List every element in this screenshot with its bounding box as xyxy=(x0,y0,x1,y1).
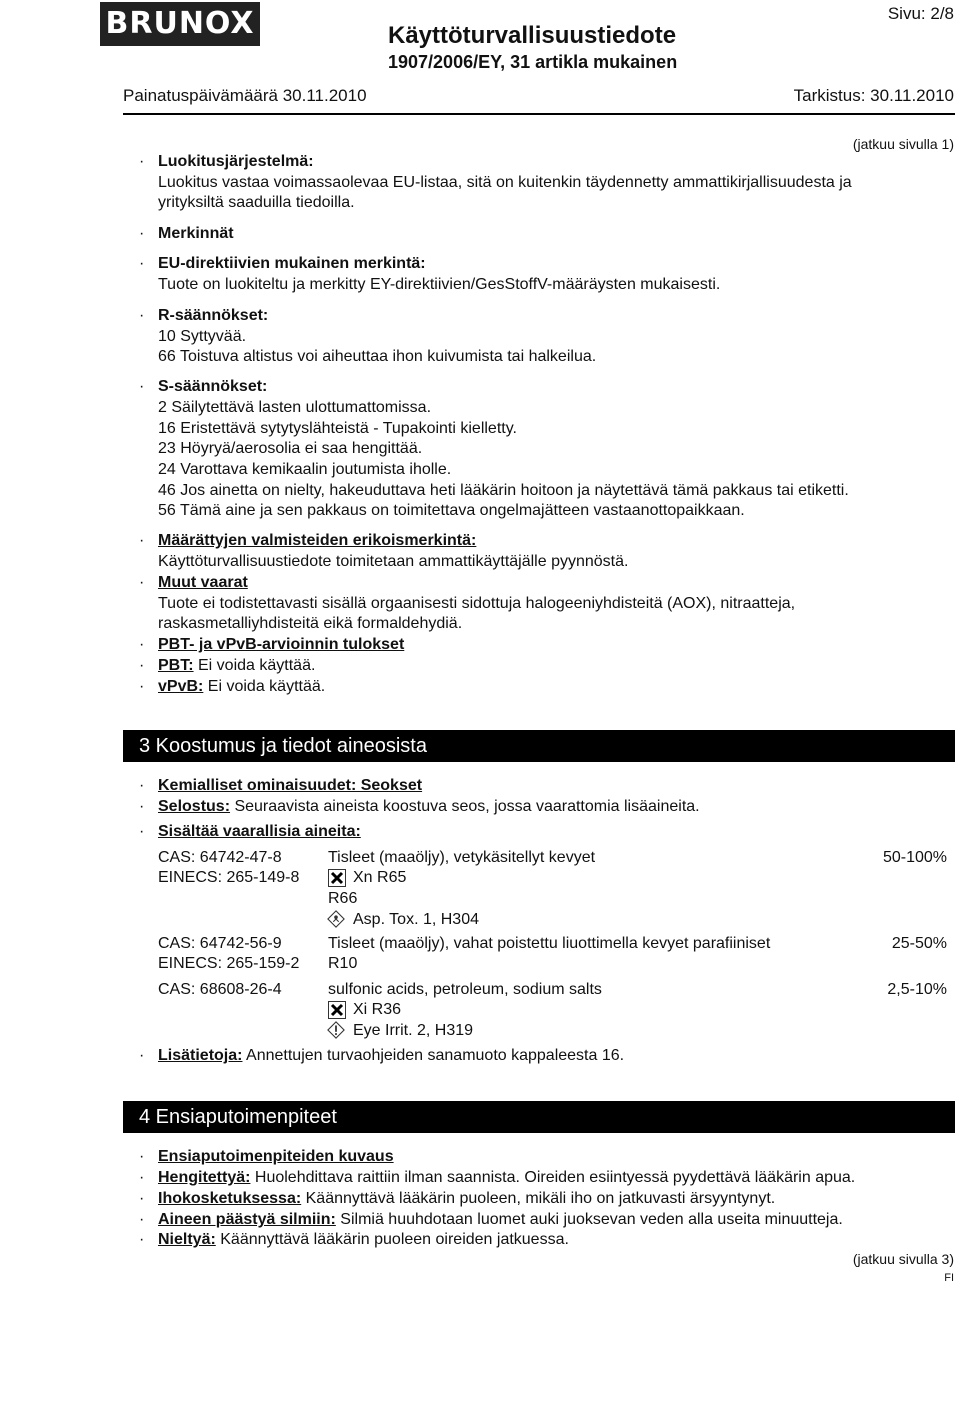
pbt-label: PBT: xyxy=(158,657,194,674)
exclamation-mark-icon xyxy=(327,1021,345,1039)
first-aid-item xyxy=(158,1210,843,1230)
logo-text: BRUNOX xyxy=(105,6,255,41)
substance-name: Tisleet (maaöljy), vahat poistettu liuottimella kevyet parafiiniset xyxy=(328,935,771,952)
pbt-line xyxy=(158,656,315,676)
classification-line-1: Luokitus vastaa voimassaolevaa EU-listaa, sitä on kuitenkin täydennetty ammattikirjallisuudesta ja xyxy=(158,174,852,191)
irritant-cross-icon xyxy=(328,1001,346,1019)
s-phrase: 46 Jos ainetta on nielty, hakeuduttava heti lääkärin hoitoon ja näytettävä tämä pakkaus tai etiketti. xyxy=(158,482,849,499)
language-code: FI xyxy=(944,1272,954,1284)
dangerous-components-heading: Sisältää vaarallisia aineita: xyxy=(158,823,361,840)
additional-info-label: Lisätietoja: xyxy=(158,1047,243,1064)
s-phrase: 16 Eristettävä sytytyslähteistä - Tupakointi kielletty. xyxy=(158,420,517,437)
health-hazard-icon xyxy=(327,910,345,928)
first-aid-label: Ihokosketuksessa: xyxy=(158,1190,302,1207)
classification-heading: Luokitusjärjestelmä: xyxy=(158,153,314,170)
first-aid-text: Käännyttävä lääkärin puoleen, mikäli iho on jatkuvasti ärsyyntynyt. xyxy=(301,1190,776,1207)
special-labeling-text: Käyttöturvallisuustiedote toimitetaan ammattikäyttäjälle pyynnöstä. xyxy=(158,553,629,570)
s-phrase: 24 Varottava kemikaalin joutumista iholle. xyxy=(158,461,452,478)
substance-percent: 50-100% xyxy=(882,849,947,866)
bullet: · xyxy=(139,1169,145,1186)
first-aid-label: Nieltyä: xyxy=(158,1231,216,1248)
page-number: Sivu: 2/8 xyxy=(887,4,954,23)
bullet: · xyxy=(139,153,145,170)
description-value: Seuraavista aineista koostuva seos, jossa vaarattomia lisäaineita. xyxy=(230,798,700,815)
special-labeling-heading: Määrättyjen valmisteiden erikoismerkintä: xyxy=(158,532,477,549)
first-aid-item xyxy=(158,1168,855,1188)
r-phrase: 10 Syttyvää. xyxy=(158,328,247,345)
substance-percent: 25-50% xyxy=(891,935,947,952)
s-phrase: 2 Säilytettävä lasten ulottumattomissa. xyxy=(158,399,432,416)
other-hazards-line-2: raskasmetalliyhdisteitä eikä formaldehydiä. xyxy=(158,615,463,632)
substance-classification: Xi R36 xyxy=(353,1001,402,1018)
labeling-heading: Merkinnät xyxy=(158,225,234,242)
s-phrase: 23 Höyryä/aerosolia ei saa hengittää. xyxy=(158,440,423,457)
other-hazards-line-1: Tuote ei todistettavasti sisällä orgaanisesti sidottuja halogeeniyhdisteitä (AOX), nitraatteja, xyxy=(158,595,796,612)
first-aid-label: Hengitettyä: xyxy=(158,1169,251,1186)
bullet: · xyxy=(139,636,145,653)
bullet: · xyxy=(139,225,145,242)
bullet: · xyxy=(139,798,145,815)
header-divider xyxy=(123,113,955,115)
substance-classification: Eye Irrit. 2, H319 xyxy=(353,1022,474,1039)
substance-classification: R66 xyxy=(328,890,358,907)
pbt-value: Ei voida käyttää. xyxy=(193,657,316,674)
harmful-cross-icon xyxy=(328,869,346,887)
vpvb-value: Ei voida käyttää. xyxy=(203,678,326,695)
r-phrases-heading: R-säännökset: xyxy=(158,307,269,324)
continued-to-note: (jatkuu sivulla 3) xyxy=(852,1251,954,1267)
bullet: · xyxy=(139,657,145,674)
additional-info-value: Annettujen turvaohjeiden sanamuoto kappaleesta 16. xyxy=(242,1047,625,1064)
bullet: · xyxy=(139,378,145,395)
brunox-logo xyxy=(100,2,260,46)
description-label: Selostus: xyxy=(158,798,231,815)
document-subtitle: 1907/2006/EY, 31 artikla mukainen xyxy=(388,52,678,72)
first-aid-text: Käännyttävä lääkärin puoleen oireiden jatkuessa. xyxy=(215,1231,569,1248)
eu-labeling-heading: EU-direktiivien mukainen merkintä: xyxy=(158,255,426,272)
substance-einecs: EINECS: 265-149-8 xyxy=(158,869,300,886)
r-phrase: 66 Toistuva altistus voi aiheuttaa ihon kuivumista tai halkeilua. xyxy=(158,348,597,365)
substance-einecs: EINECS: 265-159-2 xyxy=(158,955,300,972)
bullet: · xyxy=(139,823,145,840)
bullet: · xyxy=(139,1190,145,1207)
first-aid-heading: Ensiaputoimenpiteiden kuvaus xyxy=(158,1148,394,1165)
other-hazards-heading: Muut vaarat xyxy=(158,574,248,591)
bullet: · xyxy=(139,1148,145,1165)
s-phrase: 56 Tämä aine ja sen pakkaus on toimitettava ongelmajätteen vastaanottopaikkaan. xyxy=(158,502,745,519)
first-aid-text: Silmiä huuhdotaan luomet auki juoksevan veden alla useita minuutteja. xyxy=(335,1211,843,1228)
bullet: · xyxy=(139,574,145,591)
substance-classification: Asp. Tox. 1, H304 xyxy=(353,911,479,928)
section-3-title: 3 Koostumus ja tiedot aineosista xyxy=(139,735,427,757)
bullet: · xyxy=(139,532,145,549)
pbt-assessment-heading: PBT- ja vPvB-arvioinnin tulokset xyxy=(158,636,405,653)
bullet: · xyxy=(139,1047,145,1064)
first-aid-text: Huolehdittava raittiin ilman saannista. Oireiden esiintyessä pyydettävä lääkärin apua. xyxy=(250,1169,856,1186)
revision-date: Tarkistus: 30.11.2010 xyxy=(793,86,954,105)
substance-cas: CAS: 64742-56-9 xyxy=(158,935,282,952)
bullet: · xyxy=(139,255,145,272)
substance-percent: 2,5-10% xyxy=(887,981,947,998)
description-line xyxy=(158,797,700,817)
section-4-title: 4 Ensiaputoimenpiteet xyxy=(139,1106,337,1128)
continued-from-note: (jatkuu sivulla 1) xyxy=(852,136,954,152)
first-aid-label: Aineen päästyä silmiin: xyxy=(158,1211,336,1228)
chemical-characterization-heading: Kemialliset ominaisuudet: Seokset xyxy=(158,777,423,794)
classification-line-2: yrityksiltä saaduilla tiedoilla. xyxy=(158,194,355,211)
first-aid-item xyxy=(158,1189,775,1209)
vpvb-label: vPvB: xyxy=(158,678,204,695)
bullet: · xyxy=(139,678,145,695)
substance-classification: R10 xyxy=(328,955,358,972)
substance-name: sulfonic acids, petroleum, sodium salts xyxy=(328,981,602,998)
eu-labeling-text: Tuote on luokiteltu ja merkitty EY-direktiivien/GesStoffV-määräysten mukaisesti. xyxy=(158,276,721,293)
substance-cas: CAS: 68608-26-4 xyxy=(158,981,282,998)
vpvb-line xyxy=(158,677,325,697)
bullet: · xyxy=(139,777,145,794)
print-date: Painatuspäivämäärä 30.11.2010 xyxy=(123,86,367,105)
bullet: · xyxy=(139,1231,145,1248)
bullet: · xyxy=(139,1211,145,1228)
bullet: · xyxy=(139,307,145,324)
s-phrases-heading: S-säännökset: xyxy=(158,378,268,395)
substance-classification: Xn R65 xyxy=(353,869,407,886)
substance-name: Tisleet (maaöljy), vetykäsitellyt kevyet xyxy=(328,849,596,866)
first-aid-item xyxy=(158,1230,569,1250)
document-title: Käyttöturvallisuustiedote xyxy=(388,22,677,49)
substance-cas: CAS: 64742-47-8 xyxy=(158,849,282,866)
additional-info-line xyxy=(158,1046,624,1066)
